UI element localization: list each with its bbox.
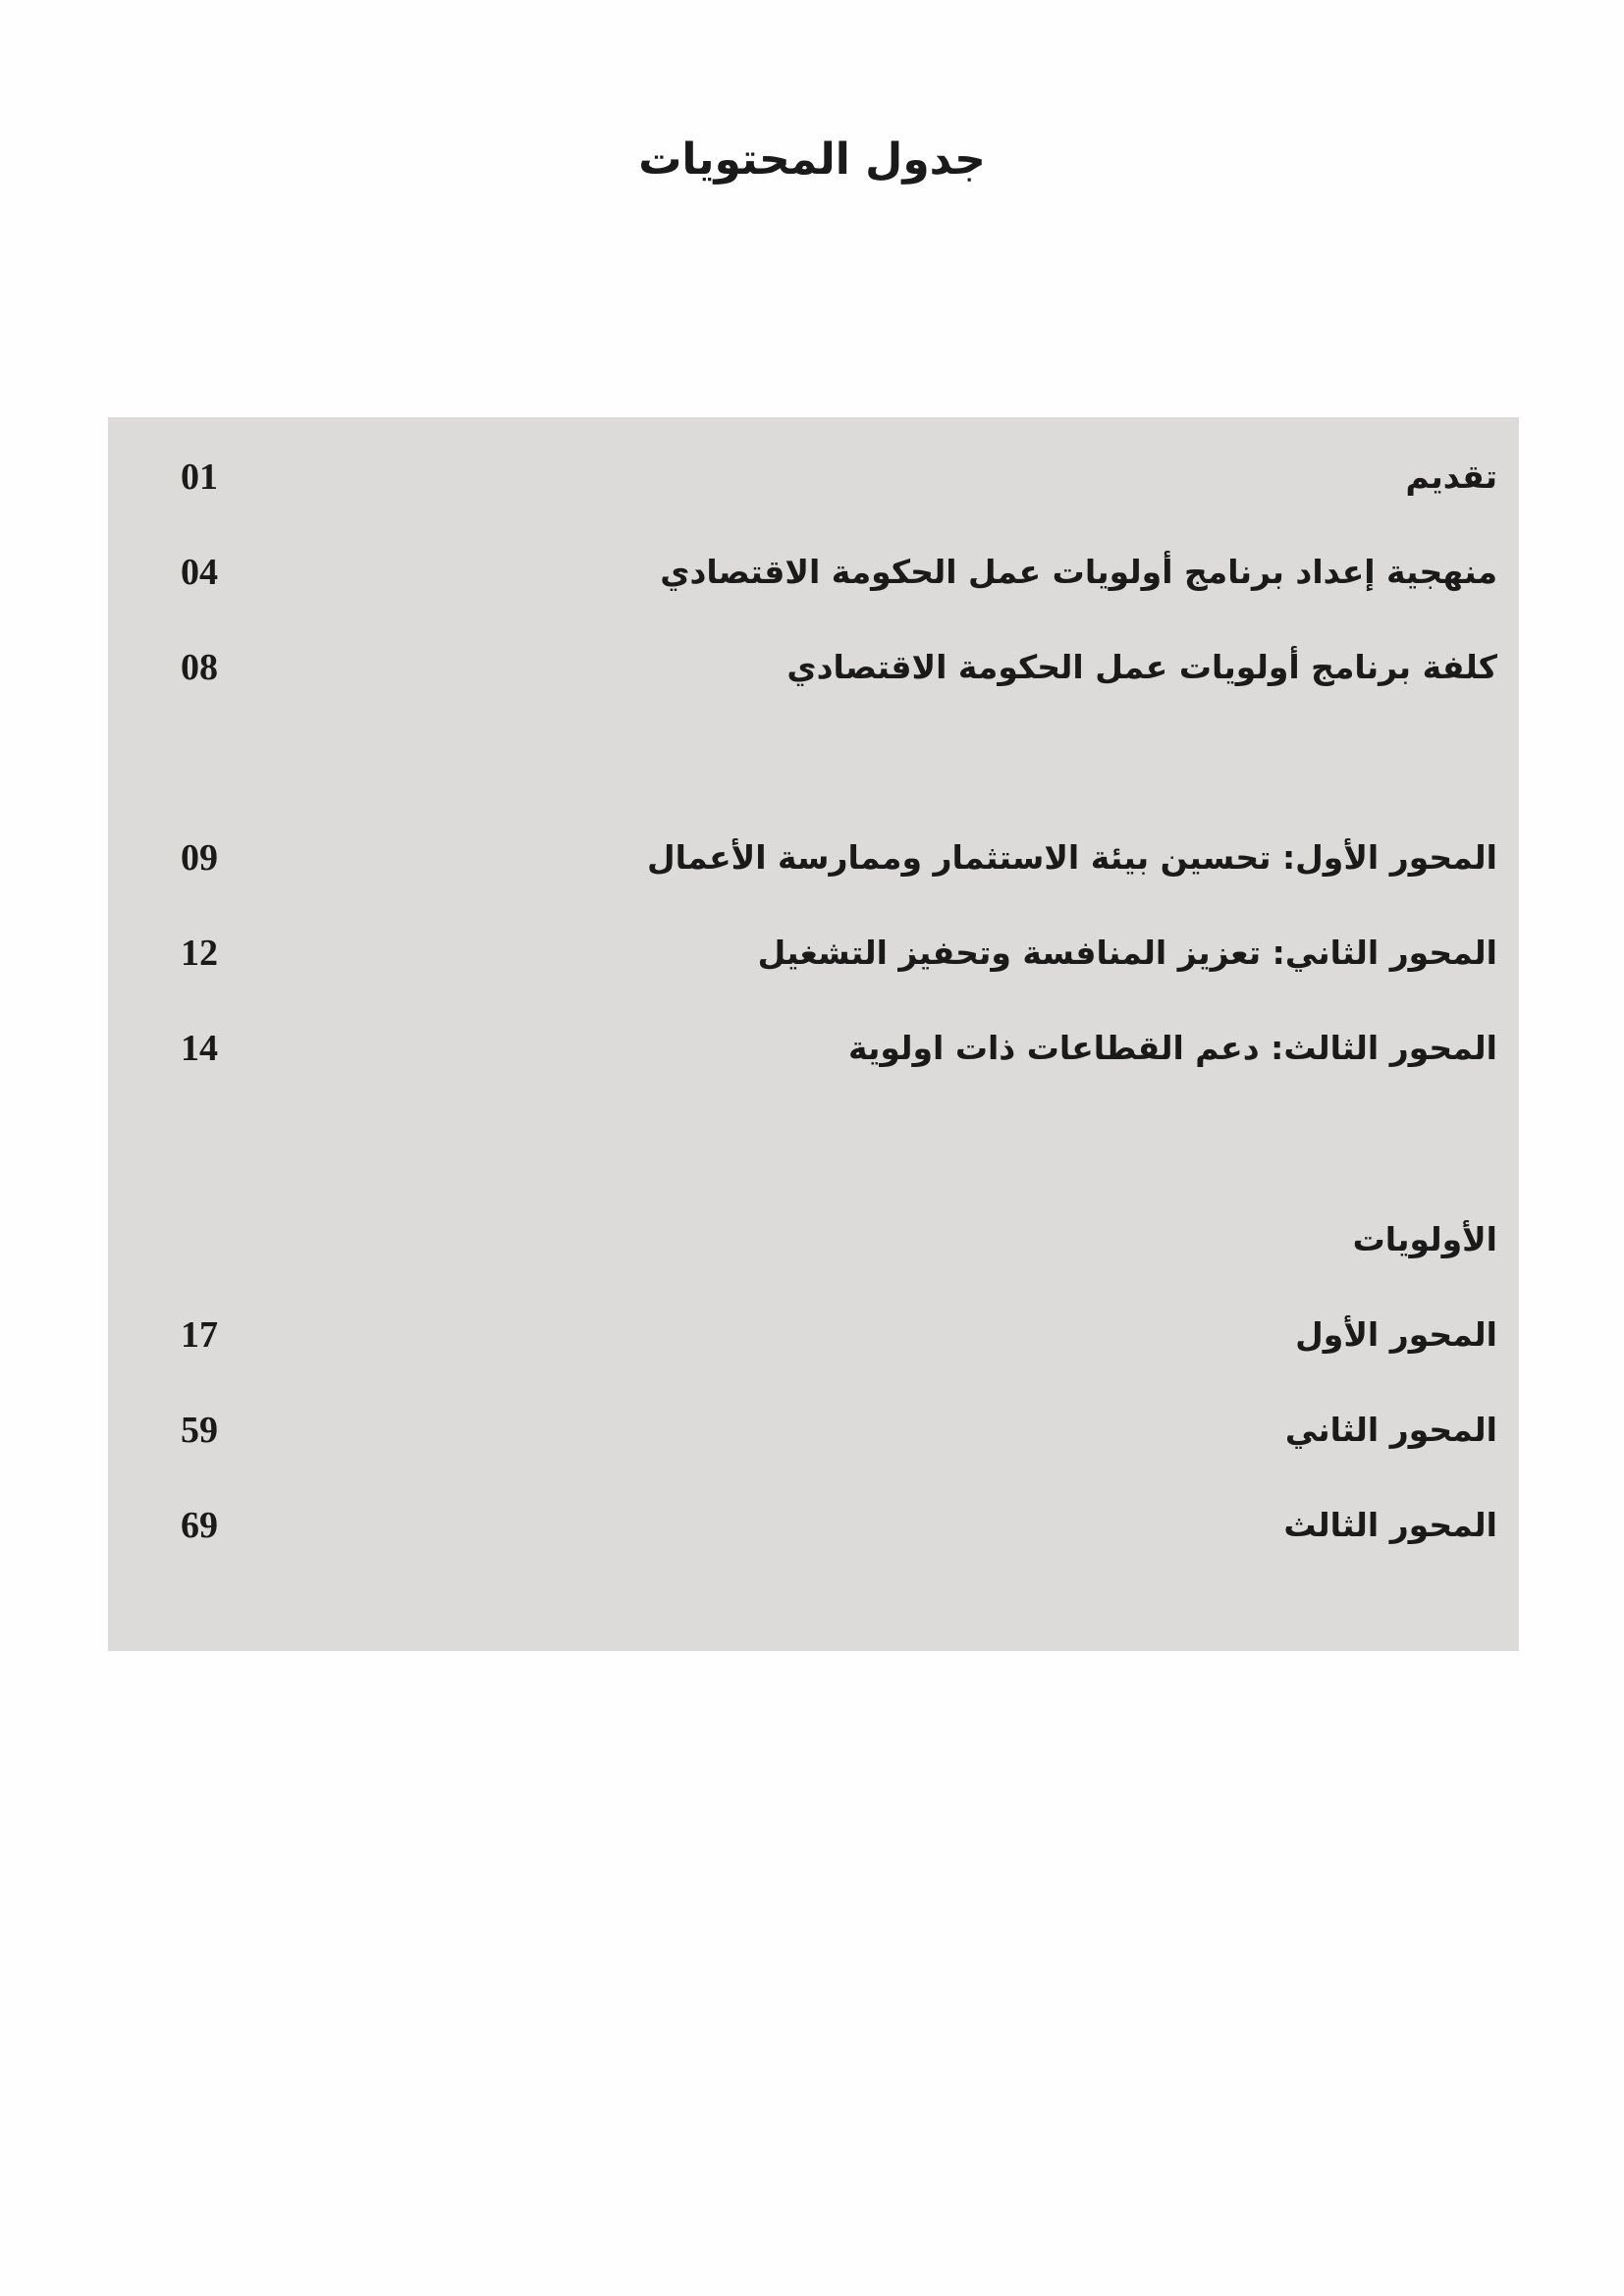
toc-entry-label: كلفة برنامج أولويات عمل الحكومة الاقتصادي <box>786 648 1497 686</box>
toc-entry[interactable] <box>108 638 1519 697</box>
toc-entry-page: 17 <box>181 1314 218 1356</box>
toc-entry[interactable] <box>108 1496 1519 1555</box>
toc-entry-page: 09 <box>181 837 218 879</box>
toc-entry-label: المحور الثالث <box>1283 1506 1497 1544</box>
toc-entry[interactable] <box>108 1019 1519 1078</box>
toc-entry-page: 04 <box>181 552 218 593</box>
toc-entry-label: المحور الأول: تحسين بيئة الاستثمار وممارسة الأعمال <box>646 838 1497 877</box>
toc-entry-label: منهجية إعداد برنامج أولويات عمل الحكومة الاقتصادي <box>660 553 1497 591</box>
page-title: جدول المحتويات <box>638 134 986 185</box>
toc-entry[interactable] <box>108 828 1519 887</box>
toc-entry-page: 59 <box>181 1410 218 1451</box>
toc-section-heading <box>108 1210 1519 1269</box>
toc-entry[interactable] <box>108 1306 1519 1364</box>
toc-entry[interactable] <box>108 924 1519 983</box>
toc-entry-label: المحور الثاني: تعزيز المنافسة وتحفيز التشغيل <box>757 934 1497 972</box>
toc-section-heading-label: الأولويات <box>1352 1220 1497 1258</box>
toc-entry-page: 01 <box>181 456 218 498</box>
toc-entry[interactable] <box>108 1401 1519 1460</box>
toc-entry-page: 14 <box>181 1028 218 1069</box>
toc-entry[interactable] <box>108 448 1519 507</box>
toc-entry-page: 08 <box>181 647 218 688</box>
toc-entry-label: المحور الثاني <box>1284 1411 1497 1449</box>
toc-entry-label: تقديم <box>1405 457 1497 496</box>
toc-entry-page: 69 <box>181 1505 218 1546</box>
toc-panel <box>108 417 1519 1651</box>
toc-entry-page: 12 <box>181 933 218 974</box>
toc-entry-label: المحور الثالث: دعم القطاعات ذات اولوية <box>848 1029 1497 1067</box>
toc-entry[interactable] <box>108 543 1519 602</box>
toc-entry-label: المحور الأول <box>1295 1315 1497 1354</box>
